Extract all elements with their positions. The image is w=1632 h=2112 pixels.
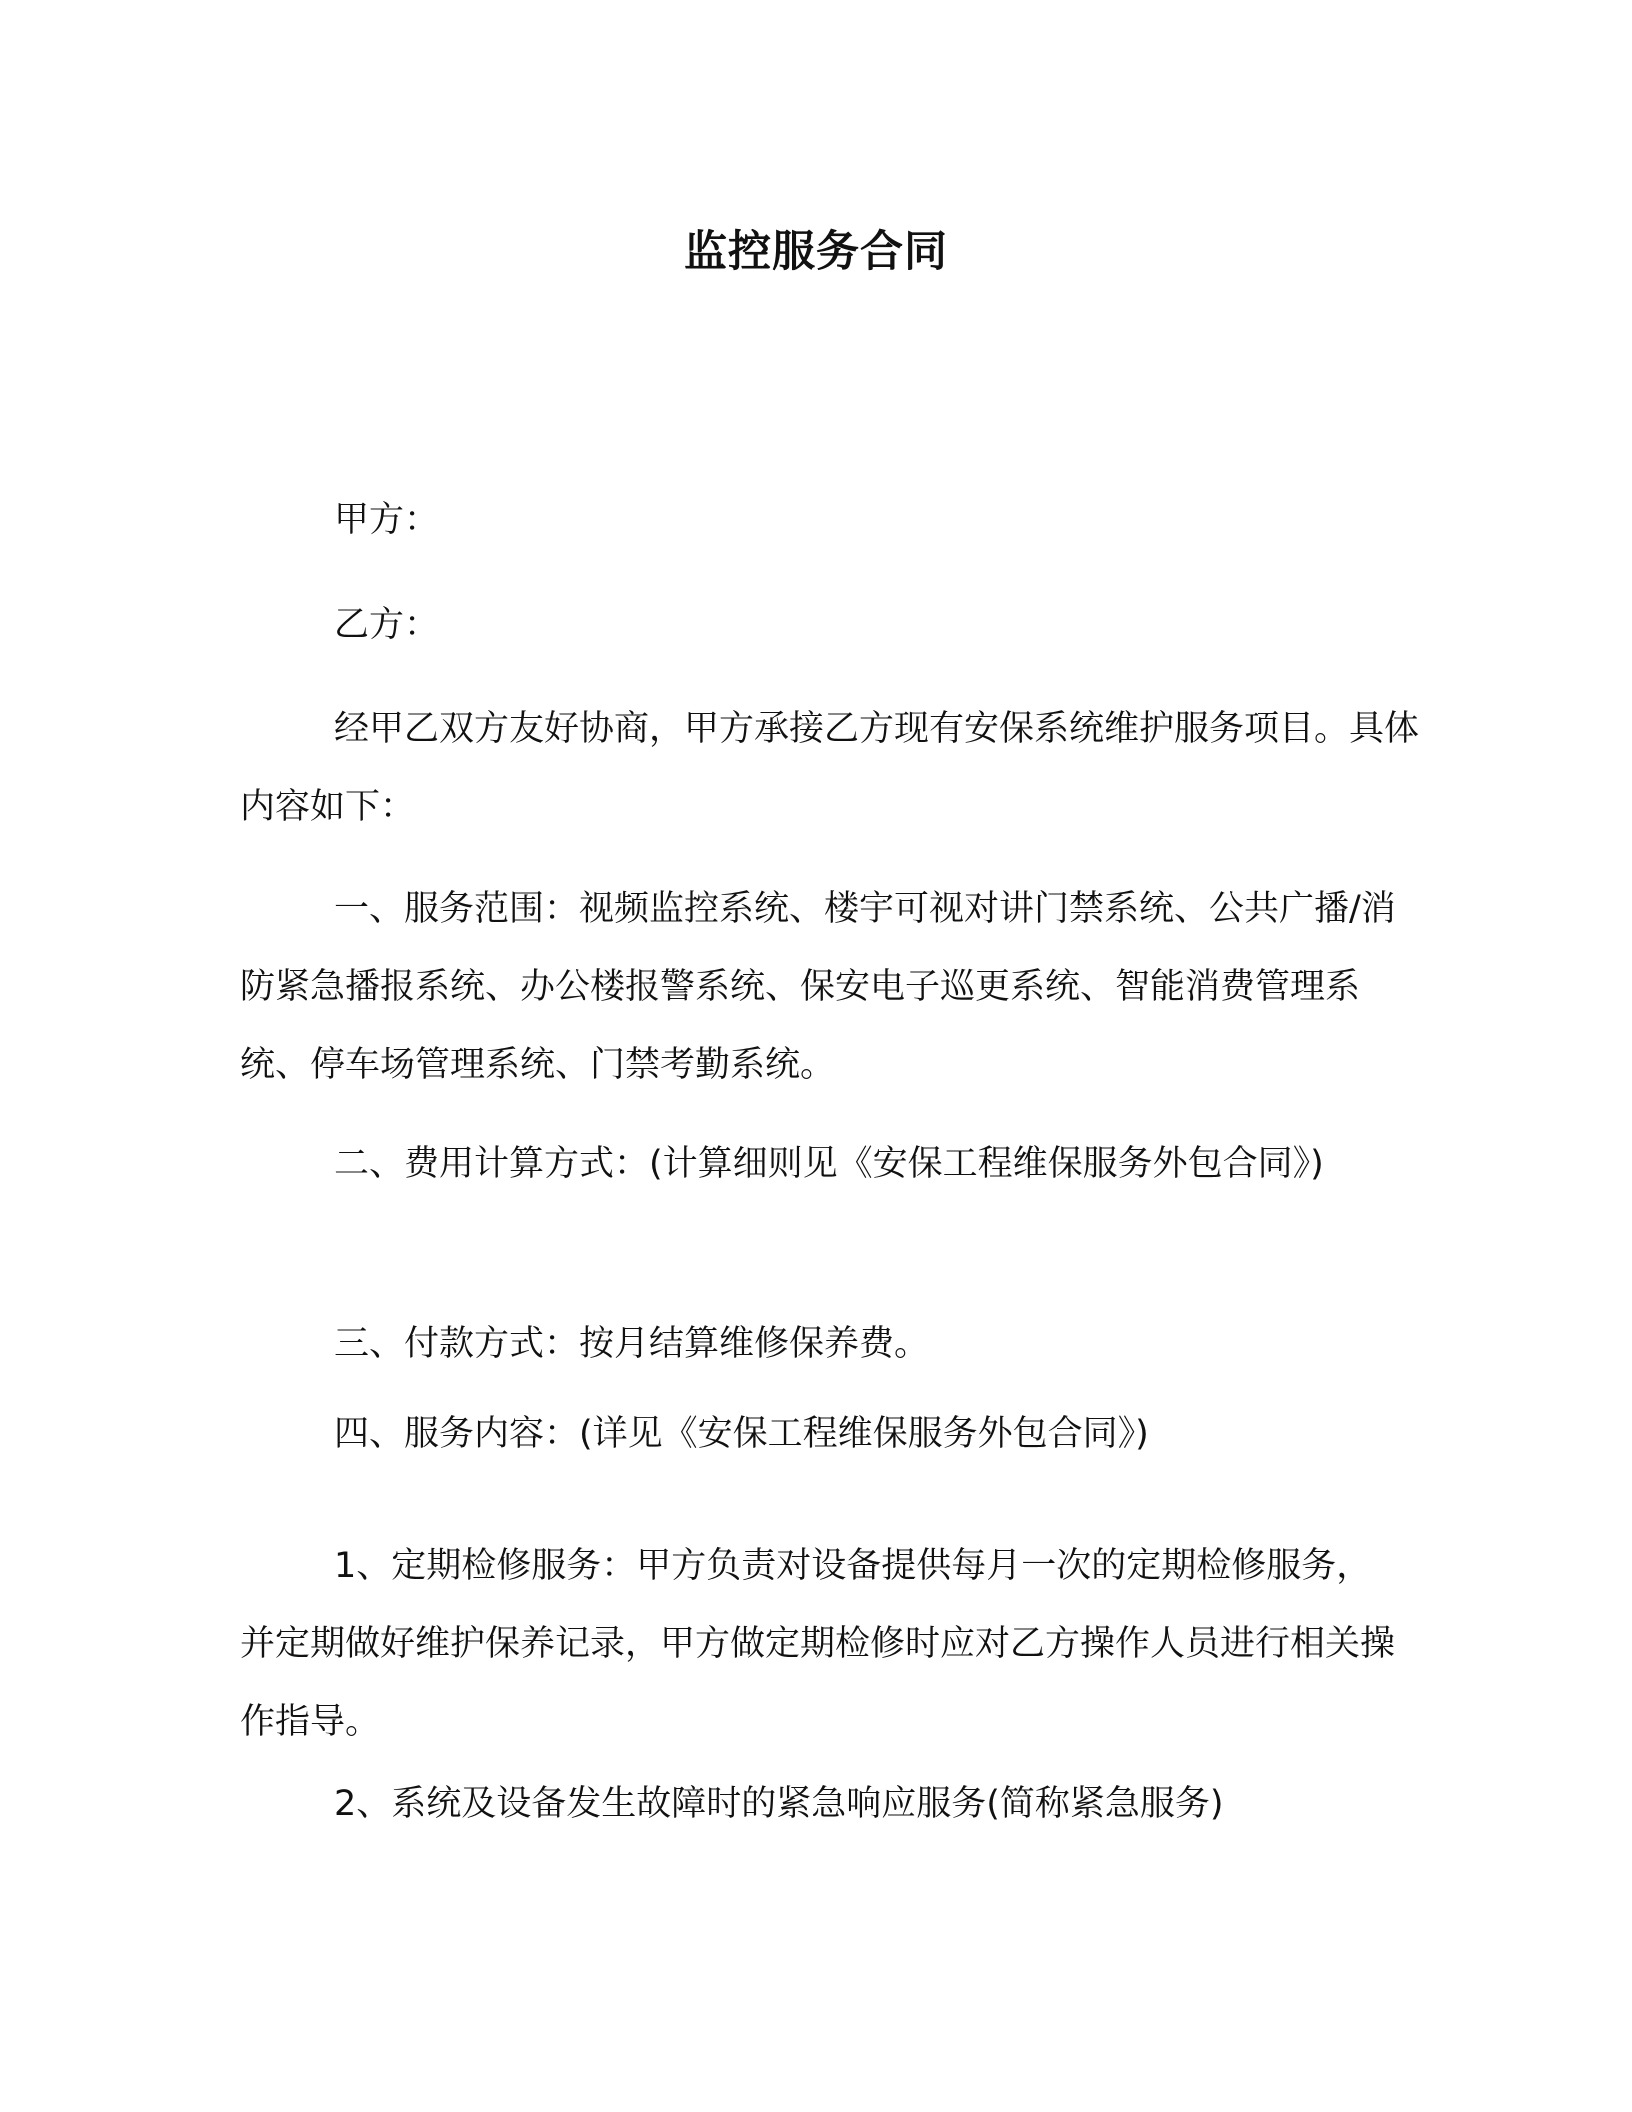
intro-paragraph: 经甲乙双方友好协商，甲方承接乙方现有安保系统维护服务项目。具体内容如下： [240, 709, 1420, 827]
item-2-emergency-response: 2、系统及设备发生故障时的紧急响应服务(简称紧急服务) [334, 1784, 1224, 1824]
party-a-label: 甲方： [334, 500, 440, 540]
section-3-payment-method: 三、付款方式：按月结算维修保养费。 [334, 1324, 930, 1364]
section-1-service-scope: 一、服务范围：视频监控系统、楼宇可视对讲门禁系统、公共广播/消防紧急播报系统、办公楼报警系统、保安电子巡更系统、智能消费管理系统、停车场管理系统、门禁考勤系统。 [240, 889, 1396, 1085]
section-4-service-content: 四、服务内容：(详见《安保工程维保服务外包合同》) [334, 1414, 1149, 1454]
section-2-fee-calculation: 二、费用计算方式：(计算细则见《安保工程维保服务外包合同》) [334, 1144, 1324, 1184]
document-title: 监控服务合同 [684, 227, 948, 277]
item-1-periodic-maintenance: 1、定期检修服务：甲方负责对设备提供每月一次的定期检修服务，并定期做好维护保养记录，甲方做定期检修时应对乙方操作人员进行相关操作指导。 [240, 1546, 1396, 1742]
party-b-label: 乙方： [334, 605, 440, 645]
